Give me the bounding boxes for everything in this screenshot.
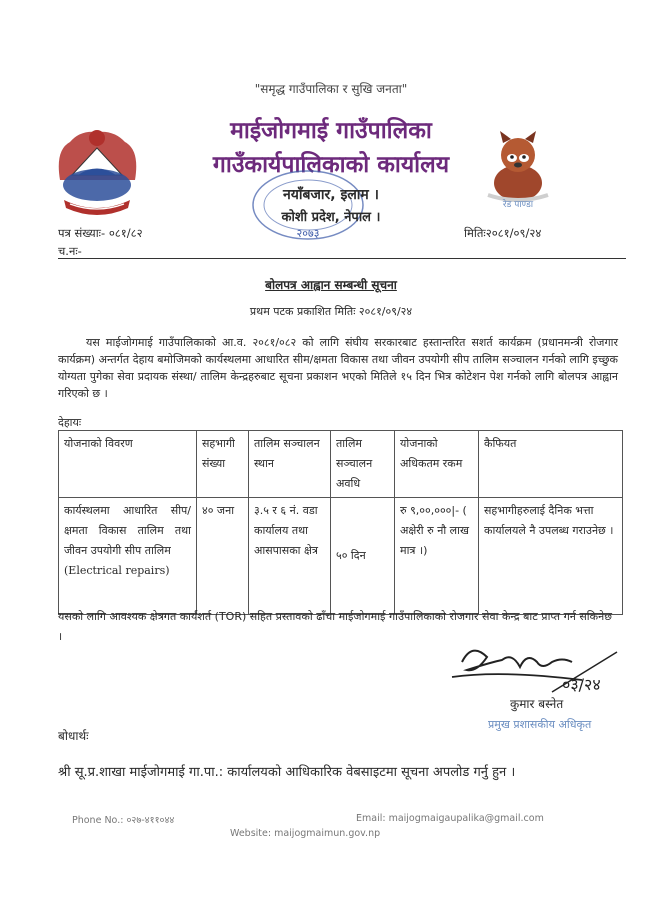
cell-plan xyxy=(59,498,197,615)
header-plan-description: योजनाको विवरण xyxy=(59,431,197,498)
letter-reference-number: पत्र संख्याः- ०८१/८२ xyxy=(58,226,143,240)
cell-amount: रु ९,००,०००|- ( अक्षेरी रु नौ लाख मात्र ।) xyxy=(395,498,479,615)
table-header-row xyxy=(59,431,623,498)
header-duration: तालिम सञ्चालन अवधि xyxy=(331,431,395,498)
header-location: तालिम सञ्चालन स्थान xyxy=(249,431,331,498)
signatory-role: प्रमुख प्रशासकीय अधिकृत xyxy=(488,718,592,731)
cc-label: बोधार्थः xyxy=(58,729,89,743)
header-amount: योजनाको अधिकतम रकम xyxy=(395,431,479,498)
plan-description: कार्यस्थलमा आधारित सीप/ क्षमता विकास तालिम तथा जीवन उपयोगी सीप तालिम xyxy=(64,504,191,557)
office-name: गाउँकार्यपालिकाको कार्यालय xyxy=(212,152,450,178)
cc-line: श्री सू.प्र.शाखा माईजोगमाई गा.पा.: कार्यालयको आधिकारिक वेबसाइटमा सूचना अपलोड गर्नु हुन । xyxy=(58,765,516,780)
notice-title: बोलपत्र आह्वान सम्बन्धी सूचना xyxy=(265,278,397,292)
details-label: देहायः xyxy=(58,416,82,429)
header-divider xyxy=(58,258,626,259)
cell-remarks: सहभागीहरुलाई दैनिक भत्ता कार्यालयले नै उपलब्ध गराउनेछ । xyxy=(479,498,623,615)
signatory-name: कुमार बस्नेत xyxy=(510,697,564,711)
footer-phone: Phone No.: ०२७-४११०४४ xyxy=(72,815,175,826)
signature-date: ०३/२४ xyxy=(562,675,601,694)
municipality-name: माईजोगमाई गाउँपालिका xyxy=(230,118,432,144)
plan-description-english: (Electrical repairs) xyxy=(64,564,170,577)
address-line-2: कोशी प्रदेश, नेपाल । xyxy=(281,210,381,225)
nepal-government-emblem-icon xyxy=(50,120,145,220)
address-line-1: नयाँबजार, इलाम । xyxy=(283,187,379,203)
stamp-year: २०७३ xyxy=(296,227,320,240)
panda-caption: रेड पाण्डा xyxy=(502,200,534,210)
footer-website: Website: maijogmaimun.gov.np xyxy=(230,828,381,839)
header-participants: सहभागी संख्या xyxy=(197,431,249,498)
training-plan-table xyxy=(58,430,623,615)
notice-body: यस माईजोगमाई गाउँपालिकाको आ.व. २०८१/०८२ को लागि संघीय सरकारबाट हस्तान्तरित सशर्त कार्यक्रम (प्रधानमन्त्री रोजगार कार्यक्रम) अन्तर्गत देहाय बमोजिमको कार्यस्थलमा आधारित सीम/क्षमता विकास तथा जीवन उपयोगी सीप तालिम सञ्चालन गर्नको लागि इच्छुक योग्यता पुगेका सेवा प्रदायक संस्था/ तालिम केन्द्रहरुबाट सूचना प्रकाशन भएको मितिले १५ दिन भित्र कोटेशन पेश गर्नको लागि बोलपत्र आह्वान गरिएको छ । xyxy=(58,336,618,400)
tor-note: यसको लागि आवश्यक क्षेत्रगत कार्यशर्त (TOR) सहित प्रस्तावको ढाँचा माईजोगमाई गाउँपालिकाको रोजगार सेवा केन्द्र बाट प्राप्त गर्न सकिनेछ । xyxy=(58,610,612,643)
letter-date: मितिः२०८१/०९/२४ xyxy=(464,226,542,240)
slogan: "समृद्ध गाउँपालिका र सुखि जनता" xyxy=(254,82,408,96)
published-date: प्रथम पटक प्रकाशित मितिः २०८१/०९/२४ xyxy=(249,305,413,318)
dispatch-number: च.नः- xyxy=(58,244,82,258)
cell-duration: ५० दिन xyxy=(331,498,395,615)
table-row xyxy=(59,498,623,615)
cell-location: ३.५ र ६ नं. वडा कार्यालय तथा आसपासका क्षेत्र xyxy=(249,498,331,615)
cell-participants: ४० जना xyxy=(197,498,249,615)
footer-email: Email: maijogmaigaupalika@gmail.com xyxy=(356,813,544,824)
header-remarks: कैफियत xyxy=(479,431,623,498)
